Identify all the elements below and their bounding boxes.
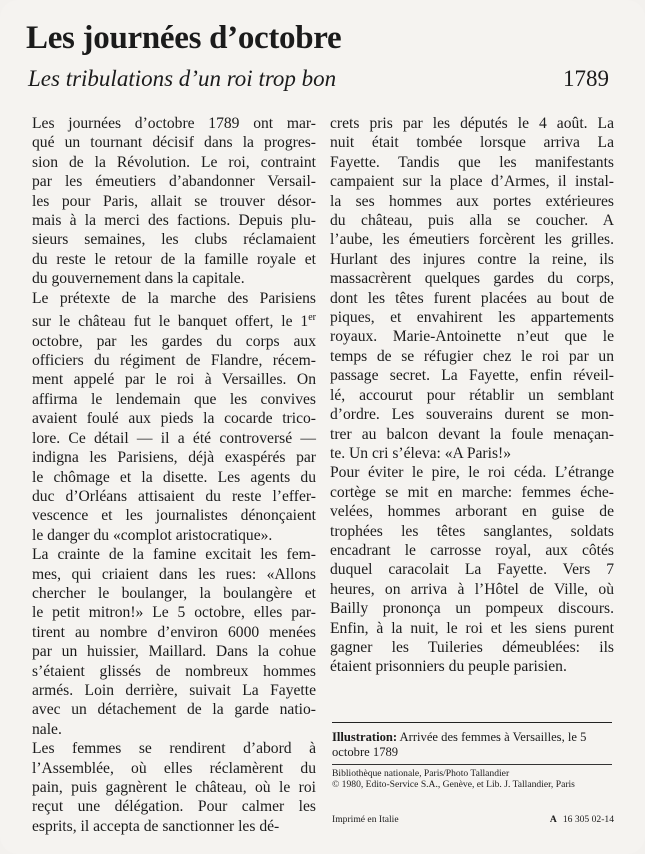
text-line: crets pris par les députés le 4 août. La	[330, 115, 614, 132]
text-line: qué un tournant décisif dans la progres-	[32, 134, 316, 152]
text-line: La crainte de la famine excitait les fem-	[32, 546, 316, 564]
text-line: lore. Ce détail — il a été controversé —	[32, 429, 316, 447]
right-column	[330, 114, 614, 677]
credits-divider	[332, 764, 612, 765]
text-line: du gouvernement dans la capitale.	[32, 270, 245, 288]
text-line: par un huissier, Maillard. Dans la cohue	[32, 643, 316, 661]
caption-label: Illustration:	[332, 730, 398, 744]
code-number: 16 305 02-14	[562, 814, 614, 825]
text-line: octobre, par les gardes du corps aux	[32, 332, 316, 350]
illustration-caption	[332, 730, 614, 760]
text-line: massacrèrent quelques gardes du corps,	[330, 270, 614, 288]
credit-line: Bibliothèque nationale, Paris/Photo Tallandier	[332, 768, 510, 779]
left-paragraph	[32, 114, 316, 289]
text-line: Pour éviter le pire, le roi céda. L’étrange	[330, 464, 614, 482]
text-line: chercher le boulanger, la boulangère et	[32, 584, 316, 602]
text-line: du château, puis alla se coucher. A	[330, 212, 614, 230]
text-line: d’ordre. Les souverains durent se mon-	[330, 406, 614, 424]
caption-divider	[332, 722, 612, 723]
text-line: affirma le lendemain que les convives	[32, 390, 316, 408]
text-line: duc d’Orléans attisaient du reste l’effer-	[32, 487, 316, 505]
text-line: Bailly prononça un pompeux discours.	[330, 600, 614, 618]
text-line: reçut une délégation. Pour calmer les	[32, 798, 316, 816]
text-line: nuit était tombée lorsque arriva La	[330, 134, 614, 152]
text-line: le petit mitron!» Le 5 octobre, elles par-	[32, 604, 316, 622]
left-column	[32, 114, 316, 836]
text-line: l’Assemblée, où elles réclamèrent du	[32, 759, 316, 777]
right-paragraph	[330, 463, 614, 676]
card-code	[550, 814, 614, 825]
text-line: la ses hommes aux portes extérieures	[330, 192, 614, 210]
text-line: esprits, il accepta de sanctionner les dé-	[32, 817, 280, 835]
text-line: les pour Paris, allait se trouver désor-	[32, 192, 316, 210]
text-line: avec un détachement de la garde natio-	[32, 701, 316, 719]
text-line: Enfin, à la nuit, le roi et les siens purent	[330, 619, 614, 637]
text-line: trer au balcon devant la foule menaçan-	[330, 425, 614, 443]
text-line: armés. Loin derrière, suivait La Fayette	[32, 681, 316, 699]
text-line: mes, qui criaient dans les rues: «Allons	[32, 565, 316, 583]
text-line: temps de se réfugier chez le roi par un	[330, 347, 614, 365]
page-title: Les journées d’octobre	[26, 20, 342, 56]
text-line: te. Un cri s’éleva: «A Paris!»	[330, 444, 512, 462]
text-line: mais à la merci des factions. Depuis plu-	[32, 212, 316, 230]
text-line: gagner les Tuileries démeublées: ils	[330, 638, 614, 656]
series-letter: A	[549, 814, 557, 825]
text-line: ment appelé par le roi à Versailles. On	[32, 371, 316, 389]
text-line: passage secret. La Fayette, enfin réveil-	[330, 367, 614, 385]
printed-in: Imprimé en Italie	[332, 814, 399, 825]
text-line: lé, accourut pour rétablir un semblant	[330, 386, 614, 404]
text-line: Fayette. Tandis que les manifestants	[330, 153, 614, 171]
text-line: l’aube, les émeutiers forcèrent les grilles.	[330, 231, 614, 249]
text-line: nale.	[32, 720, 62, 738]
text-line: Hurlant des injures contre la reine, ils	[330, 250, 614, 268]
subtitle: Les tribulations d’un roi trop bon	[28, 66, 337, 91]
text-line: par les émeutiers d’abandonner Versail-	[32, 173, 316, 191]
text-line: trophées les têtes sanglantes, soldats	[330, 522, 614, 540]
footer	[332, 814, 614, 825]
text-line: dont les têtes furent placées au bout de	[330, 289, 614, 307]
text-line: tirent au nombre d’environ 6000 menées	[32, 623, 316, 641]
right-paragraph	[330, 114, 614, 463]
credits	[332, 768, 614, 790]
text-line: campaient sur la place d’Armes, il instal-	[330, 173, 614, 191]
text-line: sieurs semaines, les clubs réclamaient	[32, 231, 316, 249]
text-line: le danger du «complot aristocratique».	[32, 526, 273, 544]
text-line: le chômage et la disette. Les agents du	[32, 468, 316, 486]
text-line: encadrant le carrosse royal, aux côtés	[330, 541, 614, 559]
text-line: Le prétexte de la marche des Parisiens	[32, 289, 316, 307]
text-line: sion de la Révolution. Le roi, contraint	[32, 153, 316, 171]
caption-text: Arrivée des femmes à Versailles, le 5 octobre 1789	[332, 730, 587, 759]
year: 1789	[563, 66, 609, 91]
text-line: s’étaient glissés de nombreux hommes	[32, 662, 316, 680]
text-line: du reste le retour de la famille royale et	[32, 250, 316, 268]
text-line: Les femmes se rendirent d’abord à	[32, 740, 316, 758]
text-line: Les journées d’octobre 1789 ont mar-	[32, 115, 316, 132]
text-line: heures, on arriva à l’Hôtel de Ville, où	[330, 580, 614, 598]
text-line: sur le château fut le banquet offert, le 1er	[32, 312, 316, 331]
text-line: velées, hommes arborant en guise de	[330, 503, 614, 521]
text-line: royaux. Marie-Antoinette n’eut que le	[330, 328, 614, 346]
text-line: piques, et envahirent les appartements	[330, 309, 614, 327]
text-line: duquel caracolait La Fayette. Vers 7	[330, 561, 614, 579]
left-paragraph	[32, 545, 316, 739]
text-line: officiers du régiment de Flandre, récem-	[32, 352, 316, 370]
text-line: vescence et les journalistes dénonçaient	[32, 507, 316, 525]
text-line: pain, puis gagnèrent le château, où le roi	[32, 779, 316, 796]
text-line: avaient foulé aux pieds la cocarde trico-	[32, 410, 316, 428]
left-paragraph	[32, 289, 316, 545]
credit-line: © 1980, Edito-Service S.A., Genève, et Lib. J. Tallandier, Paris	[332, 779, 575, 791]
text-line: indigna les Parisiens, déjà exaspérés par	[32, 449, 316, 467]
left-paragraph	[32, 739, 316, 836]
text-line: étaient prisonniers du peuple parisien.	[330, 658, 567, 676]
text-line: cortège se mit en marche: femmes éche-	[330, 483, 614, 501]
